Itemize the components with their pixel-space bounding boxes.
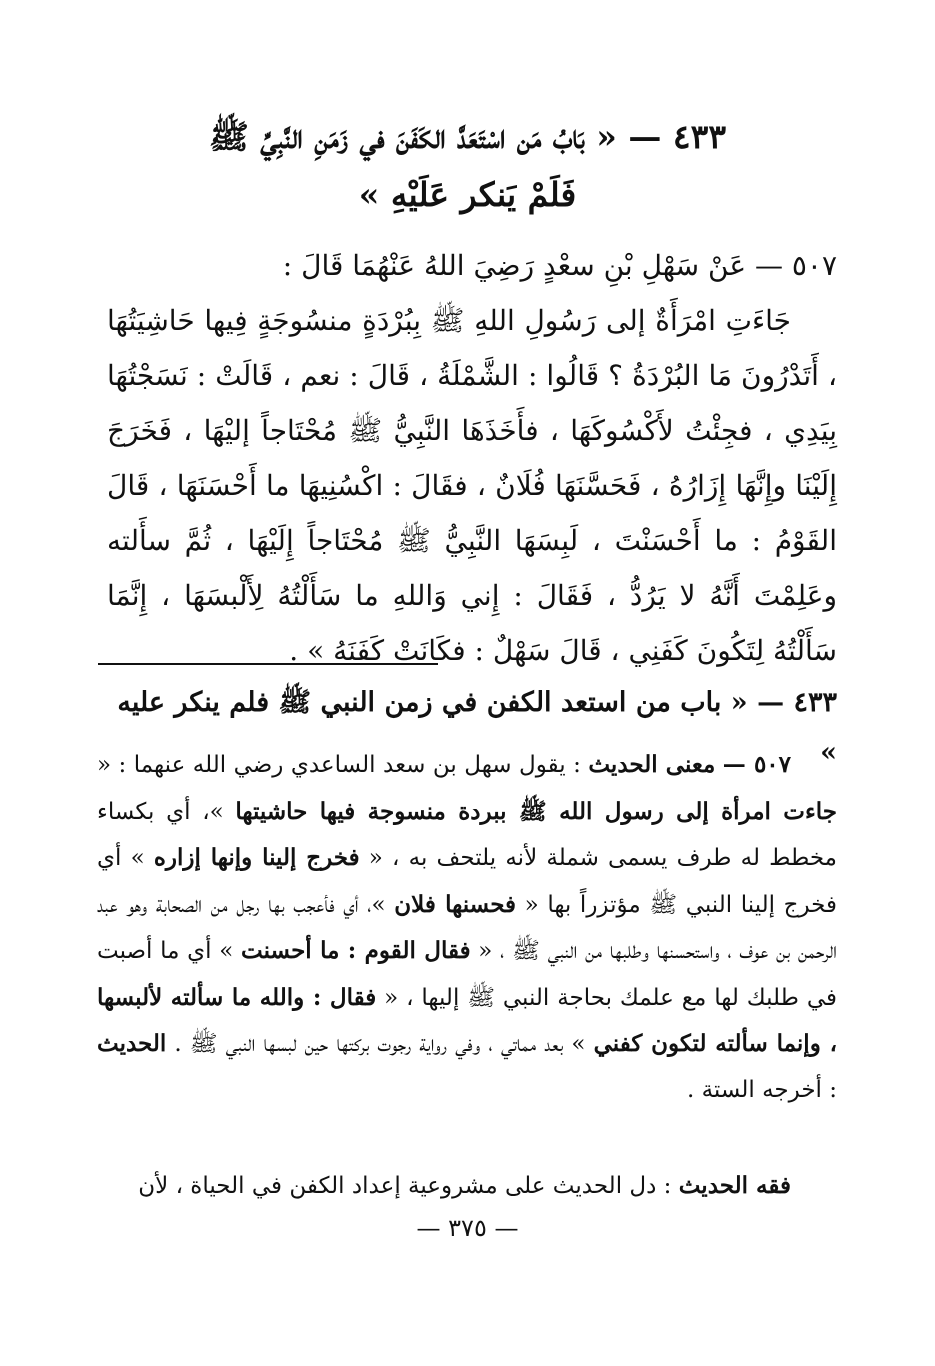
hadith-number: ٥٠٧ — — [722, 751, 791, 778]
source-label: الحديث — [97, 1030, 167, 1057]
fiqh-section — [97, 1163, 837, 1209]
page-number: — ٣٧٥ — — [416, 1214, 519, 1242]
hadith-text — [107, 238, 837, 678]
meaning-text-3: » أي فخرج إلينا النبي ﷺ مؤتزراً بها « — [97, 845, 838, 918]
meaning-text-5: » أي ما أصبت في طلبك لها مع علمك بحاجة النبي ﷺ إليها ، « — [97, 938, 837, 1011]
meaning-text-2: »، أي بكساء مخطط له طرف يسمى شملة لأنه يلتحف به ، « — [97, 798, 837, 871]
quote-3: فحسنها فلان — [394, 890, 517, 918]
meaning-label: معنى الحديث — [588, 751, 716, 778]
quote-5: فقال : والله ما سألته لألبسها ، وإنما سألته لتكون كفني — [97, 983, 838, 1057]
hadith-narrator: ٥٠٧ — عَنْ سَهْلِ بْنِ سعْدٍ رَضِيَ اللهُ عَنْهُمَا قَالَ : — [282, 249, 837, 282]
quote-1: جاءت امرأة إلى رسول الله ﷺ ببردة منسوجة فيها حاشيتها — [235, 797, 837, 825]
quote-4: فقال القوم : ما أحسنت — [241, 937, 471, 964]
quote-2: فخرج إلينا وإنها إزاره — [153, 844, 360, 871]
chapter-title — [110, 108, 825, 224]
hadith-body: جَاءَتِ امْرَأَةٌ إلى رَسُولِ اللهِ ﷺ بِبُرْدَةٍ منسُوجَةٍ فِيها حَاشِيَتُهَا ، أَتَدْرُونَ مَا البُرْدَةُ ؟ قَالُوا : الشَّمْلَةُ ، قَالَ : نعم ، قَالَتْ : نَسَجْتُهَا بِيَدِي ، فجِئْتُ لأَكْسُوكَهَا ، فأَخَذَهَا النَّبِيُّ ﷺ مُحْتَاجاً إليْهَا ، فَخَرَجَ إِلَيْنَا وإِنَّهَا إِزَارُهُ ، فَحَسَّنَهَا فُلَانٌ ، فقَالَ : اكْسُنِيهَا ما أَحْسَنَهَا ، قَالَ القَوْمُ : ما أَحْسَنْتَ ، لَبِسَهَا النَّبِيُّ ﷺ مُحْتَاجاً إِلَيْهَا ، ثُمَّ سأَلته وعَلِمْتَ أَنَّهُ لا يَرُدُّ ، فَقَالَ : إِني وَاللهِ ما سَأَلْتُهُ لِأَلْبسَهَا ، إِنَّمَا سَأَلْتُهُ لِتَكُونَ كَفَنِي ، قَالَ سَهْلٌ : فكَانَتْ كَفَنَهُ » . — [107, 304, 837, 667]
meaning-text-1: : يقول سهل بن سعد الساعدي رضي الله عنهما : « — [97, 752, 581, 778]
chapter-title-line-2: فَلَمْ يَنكر عَلَيْهِ » — [358, 175, 577, 214]
meaning-text-4: »، أي فأعجب بها رجل من الصحابة وهو عبد الرحمن بن عوف ، واستحسنها وطلبها من النبي ﷺ ، « — [97, 891, 837, 964]
commentary — [97, 742, 837, 1113]
commentary-title: ٤٣٣ — « باب من استعد الكفن في زمن النبي ﷺ فلم ينكر عليه » — [117, 687, 837, 768]
fiqh-label: فقه الحديث — [678, 1172, 791, 1199]
source-text: : أخرجه الستة . — [686, 1076, 837, 1103]
meaning-text-6: » بعد مماتي ، وفي رواية رجوت بركتها حين لبسها النبي ﷺ . — [174, 1031, 594, 1057]
section-divider — [98, 663, 438, 665]
chapter-title-line-1: ٤٣٣ — « بَابُ مَن اسْتَعَدَّ الكَفَنَ في زَمَنِ النَّبِيِّ ﷺ — [208, 117, 727, 156]
fiqh-text: : دل الحديث على مشروعية إعداد الكفن في الحياة ، لأن — [138, 1173, 672, 1199]
hadith-meaning — [97, 742, 837, 1113]
